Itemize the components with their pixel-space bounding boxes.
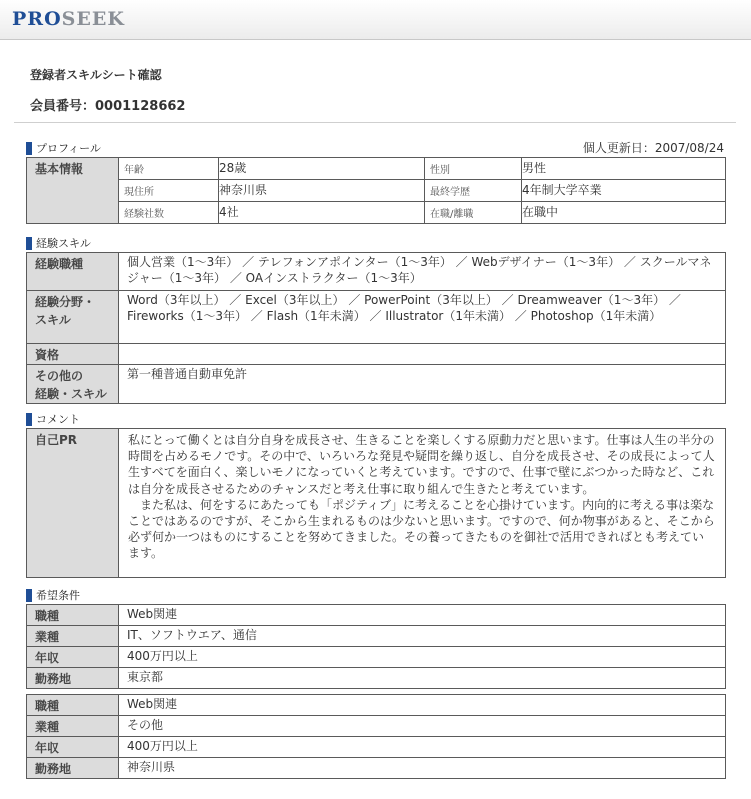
section-title-desired xyxy=(26,589,80,602)
desired-location-label: 勤務地 xyxy=(27,668,119,689)
education-label: 最終学歴 xyxy=(425,180,522,202)
education-value: 4年制大学卒業 xyxy=(522,180,726,202)
address-value: 神奈川県 xyxy=(219,180,425,202)
proseek-logo[interactable] xyxy=(12,8,125,30)
section-title-profile-text: プロフィール xyxy=(36,142,101,155)
employment-label: 在職/離職 xyxy=(425,202,522,224)
section-title-comment-text: コメント xyxy=(36,413,80,426)
desired-salary-label: 年収 xyxy=(27,647,119,668)
companies-label: 経験社数 xyxy=(119,202,219,224)
logo-pro: PRO xyxy=(12,8,62,30)
desired-job-value: Web関連 xyxy=(119,605,726,626)
other-skill-value: 第一種普通自動車免許 xyxy=(119,365,726,404)
section-title-profile xyxy=(26,142,101,155)
logo-seek: SEEK xyxy=(61,8,125,30)
desired-table-1 xyxy=(26,604,726,689)
skills-table xyxy=(26,252,726,404)
desired-location-value: 東京都 xyxy=(119,668,726,689)
comment-table xyxy=(26,428,726,578)
self-pr-paragraph-2: また私は、何をするにあたっても「ポジティブ」に考えることを心掛けています。内向的に考える事は楽なことではあるのですが、そこから生まれるものは少ないと思います。ですので、何か物事があると、そこから必ず何か一つはものにすることを努めてきました。その養ってきたものを御社で活用できればとも考えています。 xyxy=(128,497,715,561)
license-label: 資格 xyxy=(27,344,119,365)
desired-table-2 xyxy=(26,694,726,779)
section-title-skills xyxy=(26,237,91,250)
desired-industry-label: 業種 xyxy=(27,716,119,737)
desired-industry-label: 業種 xyxy=(27,626,119,647)
section-title-desired-text: 希望条件 xyxy=(36,589,80,602)
gender-label: 性別 xyxy=(425,158,522,180)
gender-value: 男性 xyxy=(522,158,726,180)
desired-industry-value: その他 xyxy=(119,716,726,737)
desired-job-label: 職種 xyxy=(27,695,119,716)
self-pr-label: 自己PR xyxy=(27,429,119,578)
skill-field-label xyxy=(27,291,119,344)
other-skill-label-2: 経験・スキル xyxy=(35,387,107,401)
updated-date: 個人更新日：2007/08/24 xyxy=(582,141,724,155)
profile-table xyxy=(26,157,726,224)
self-pr-paragraph-1: 私にとって働くとは自分自身を成長させ、生きることを楽しくする原動力だと思います。仕事は人生の半分の時間を占めるモノです。その中で、いろいろな発見や疑問を繰り返し、自分を成長させ、その成長によって人生すべてを面白く、楽しいモノになっていくと考えています。ですので、仕事で壁にぶつかった時など、これは自分を成長させるためのチャンスだと考え仕事に取り組んで生きたと考えています。 xyxy=(128,433,715,496)
age-label: 年齢 xyxy=(119,158,219,180)
divider xyxy=(14,122,736,123)
desired-salary-value: 400万円以上 xyxy=(119,737,726,758)
skill-field-label-1: 経験分野・ xyxy=(35,295,96,309)
page-title: 登録者スキルシート確認 xyxy=(30,68,162,82)
employment-value: 在職中 xyxy=(522,202,726,224)
companies-value: 4社 xyxy=(219,202,425,224)
desired-location-value: 神奈川県 xyxy=(119,758,726,779)
job-experience-value: 個人営業（1〜3年） ／ テレフォンアポインター（1〜3年） ／ Webデザイナー（1〜3年） ／ スクールマネジャー（1〜3年） ／ OAインストラクター（1〜3年） xyxy=(119,253,726,291)
desired-salary-value: 400万円以上 xyxy=(119,647,726,668)
desired-location-label: 勤務地 xyxy=(27,758,119,779)
skill-field-label-2: スキル xyxy=(35,313,71,327)
self-pr-value xyxy=(119,429,726,578)
skill-field-value: Word（3年以上） ／ Excel（3年以上） ／ PowerPoint（3年以上） ／ Dreamweaver（1〜3年） ／ Fireworks（1〜3年） ／ Flash（1年未満） ／ Illustrator（1年未満） ／ Photoshop（1年未満） xyxy=(119,291,726,344)
other-skill-label-1: その他の xyxy=(35,369,84,383)
other-skill-label xyxy=(27,365,119,404)
job-experience-label: 経験職種 xyxy=(27,253,119,291)
member-number: 会員番号：0001128662 xyxy=(30,99,186,114)
section-title-comment xyxy=(26,413,80,426)
address-label: 現住所 xyxy=(119,180,219,202)
section-title-skills-text: 経験スキル xyxy=(36,237,91,250)
desired-job-label: 職種 xyxy=(27,605,119,626)
license-value xyxy=(119,344,726,365)
basic-info-label: 基本情報 xyxy=(27,158,119,224)
desired-industry-value: IT、ソフトウエア、通信 xyxy=(119,626,726,647)
desired-salary-label: 年収 xyxy=(27,737,119,758)
age-value: 28歳 xyxy=(219,158,425,180)
site-header xyxy=(0,0,751,40)
desired-job-value: Web関連 xyxy=(119,695,726,716)
